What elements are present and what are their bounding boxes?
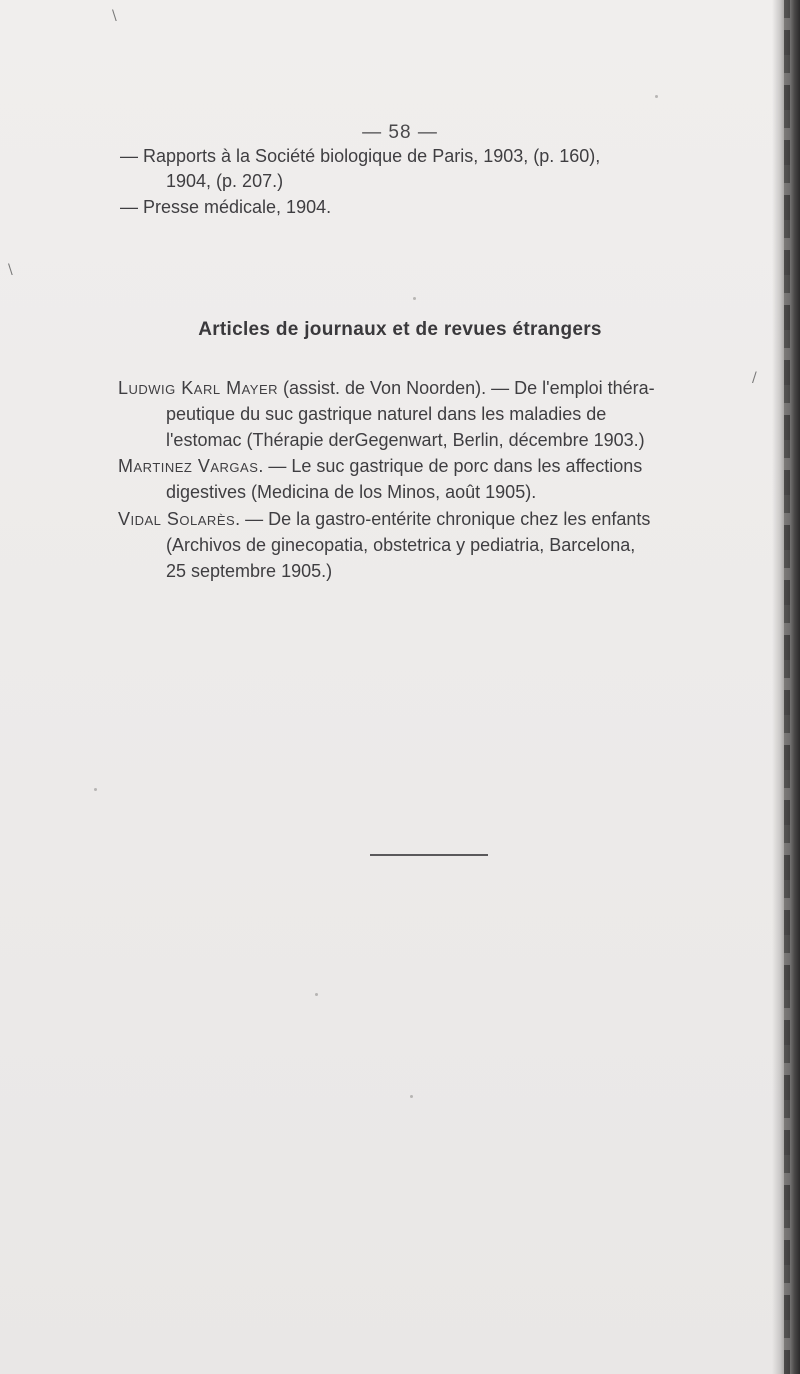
stray-mark: / [752,370,757,386]
french-reference-line: — Rapports à la Société biologique de Paris, 1903, (p. 160), [120,146,601,166]
entry-continuation: l'estomac (Thérapie derGegenwart, Berlin, décembre 1903.) [166,430,645,450]
entry-text: (assist. de Von Noorden). — De l'emploi théra- [278,378,655,398]
paper-speck [94,788,97,791]
page-number: — 58 — [362,122,438,143]
bibliography-entry [118,507,650,532]
paper-speck [413,297,416,300]
section-heading: Articles de journaux et de revues étrangers [198,319,602,340]
entry-author: Vidal Solarès [118,509,236,529]
section-divider-rule [370,854,488,856]
french-reference-line: 1904, (p. 207.) [166,171,284,191]
stray-mark: \ [8,262,13,278]
entry-continuation: 25 septembre 1905.) [166,561,333,581]
book-binding-edge [784,0,790,1374]
entry-continuation: peutique du suc gastrique naturel dans les maladies de [166,404,607,424]
entry-continuation: digestives (Medicina de los Minos, août 1905). [166,482,537,502]
entry-author: Martinez Vargas [118,456,259,476]
entry-text: . — Le suc gastrique de porc dans les affections [258,456,643,476]
paper-speck [315,993,318,996]
paper-speck [655,95,658,98]
stray-mark: \ [112,8,117,24]
paper-speck [410,1095,413,1098]
entry-continuation: (Archivos de ginecopatia, obstetrica y pediatria, Barcelona, [166,535,636,555]
bibliography-entry [118,454,642,479]
entry-text: . — De la gastro-entérite chronique chez les enfants [235,509,651,529]
french-reference-line: — Presse médicale, 1904. [120,197,332,217]
bibliography-entry [118,376,655,401]
entry-author: Ludwig Karl Mayer [118,378,279,398]
